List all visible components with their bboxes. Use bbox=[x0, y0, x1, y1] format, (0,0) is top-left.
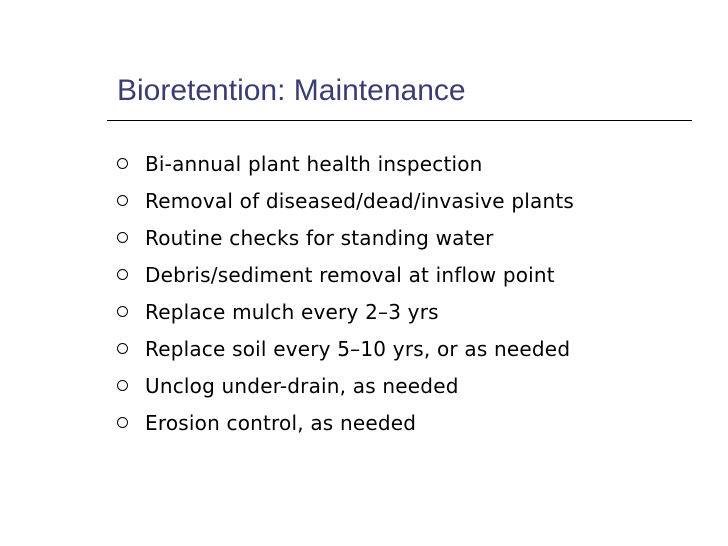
slide-title: Bioretention: Maintenance bbox=[117, 74, 466, 107]
bullet-text: Routine checks for standing water bbox=[145, 226, 494, 250]
hollow-circle-icon bbox=[117, 343, 128, 354]
hollow-circle-icon bbox=[117, 232, 128, 243]
title-divider bbox=[107, 120, 692, 121]
bullet-text: Erosion control, as needed bbox=[145, 411, 417, 435]
bullet-item bbox=[0, 223, 728, 260]
hollow-circle-icon bbox=[117, 306, 128, 317]
bullet-text: Debris/sediment removal at inflow point bbox=[145, 263, 555, 287]
hollow-circle-icon bbox=[117, 158, 128, 169]
bullet-text: Replace soil every 5–10 yrs, or as needed bbox=[145, 337, 571, 361]
bullet-item bbox=[0, 260, 728, 297]
bullet-text: Removal of diseased/dead/invasive plants bbox=[145, 189, 574, 213]
hollow-circle-icon bbox=[117, 380, 128, 391]
bullet-text: Unclog under-drain, as needed bbox=[145, 374, 459, 398]
hollow-circle-icon bbox=[117, 417, 128, 428]
bullet-item bbox=[0, 408, 728, 445]
bullet-item bbox=[0, 334, 728, 371]
bullet-item bbox=[0, 149, 728, 186]
hollow-circle-icon bbox=[117, 269, 128, 280]
bullet-item bbox=[0, 371, 728, 408]
bullet-text: Replace mulch every 2–3 yrs bbox=[145, 300, 439, 324]
bullet-item bbox=[0, 297, 728, 334]
bullet-item bbox=[0, 186, 728, 223]
bullet-list bbox=[0, 149, 728, 445]
bullet-text: Bi-annual plant health inspection bbox=[145, 152, 483, 176]
hollow-circle-icon bbox=[117, 195, 128, 206]
